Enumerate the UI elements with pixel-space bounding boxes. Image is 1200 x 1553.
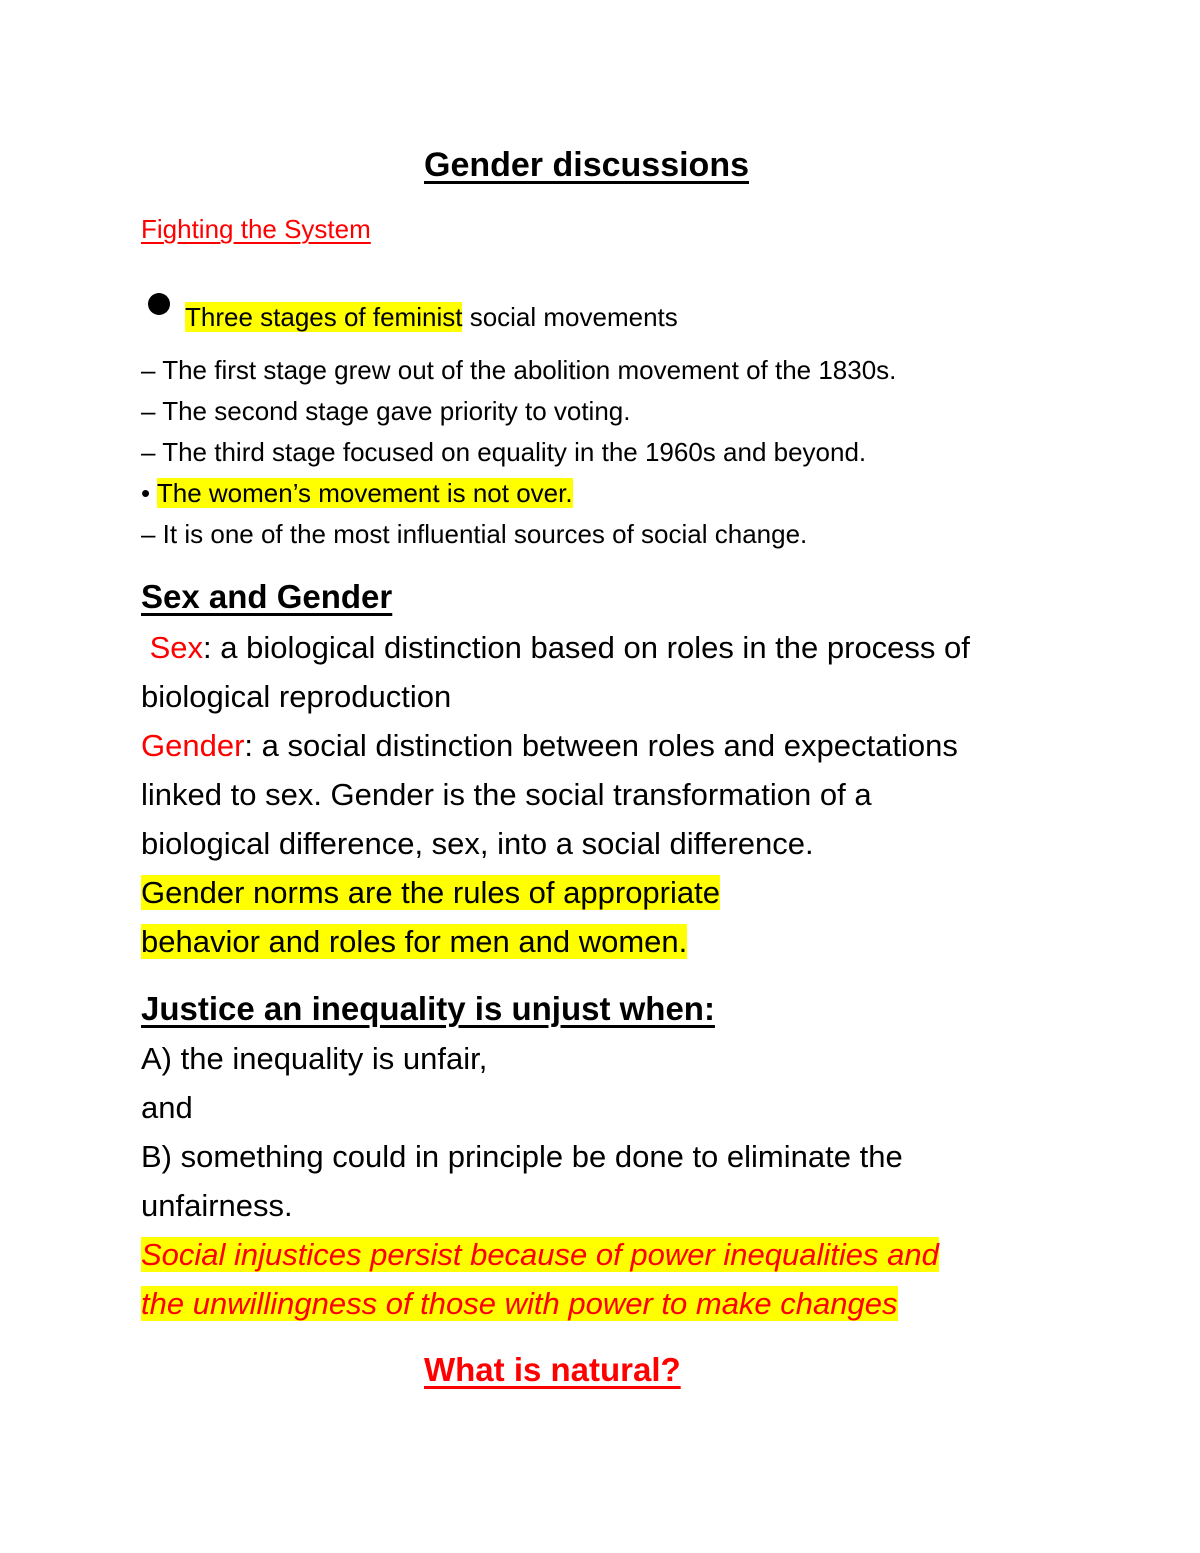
stage-line-1: – The first stage grew out of the abolition movement of the 1830s. (141, 355, 897, 385)
gender-definition-line-1 (141, 728, 958, 764)
gender-norms-2: behavior and roles for men and women. (141, 924, 688, 959)
gender-definition-line-3: biological difference, sex, into a social difference. (141, 826, 814, 861)
sex-definition-line-2: biological reproduction (141, 679, 452, 714)
stages-bullet-highlight: Three stages of feminist (185, 302, 463, 332)
movement-bullet-prefix: • (141, 478, 157, 508)
sex-definition-line-1 (141, 630, 970, 666)
persist-line-2 (141, 1286, 898, 1322)
document-title (424, 146, 749, 185)
sex-gender-heading (141, 578, 392, 616)
stage-closing-line: – It is one of the most influential sources of social change. (141, 519, 808, 549)
sex-gender-heading-text: Sex and Gender (141, 578, 393, 615)
what-is-natural-text: What is natural? (424, 1351, 681, 1388)
persist-2: the unwillingness of those with power to make changes (141, 1286, 898, 1321)
persist-line-1 (141, 1237, 939, 1273)
what-is-natural-heading (424, 1351, 681, 1389)
document-title-text: Gender discussions (424, 146, 749, 184)
section-fighting-the-system-text: Fighting the System (141, 214, 371, 244)
gender-norms-1: Gender norms are the rules of appropriate (141, 875, 720, 910)
gender-definition-line-2: linked to sex. Gender is the social transformation of a (141, 777, 872, 812)
bullet-dot-icon (148, 293, 170, 315)
justice-heading (141, 990, 715, 1028)
sex-def-1: : a biological distinction based on roles in the process of (203, 630, 970, 665)
movement-bullet-highlight: The women’s movement is not over. (156, 478, 573, 508)
gender-def-1: : a social distinction between roles and expectations (244, 728, 958, 763)
stages-bullet-rest: social movements (462, 302, 678, 332)
justice-and: and (141, 1090, 193, 1125)
justice-condition-b-line-1: B) something could in principle be done to eliminate the (141, 1139, 903, 1174)
gender-norms-line-2 (141, 924, 687, 960)
persist-1: Social injustices persist because of power inequalities and (141, 1237, 939, 1272)
justice-heading-text: Justice an inequality is unjust when: (141, 990, 715, 1027)
movement-bullet (141, 478, 573, 509)
stages-bullet (185, 302, 678, 333)
sex-term: Sex (149, 630, 204, 665)
stage-line-2: – The second stage gave priority to voting. (141, 396, 631, 426)
gender-term: Gender (141, 728, 245, 763)
gender-norms-line-1 (141, 875, 720, 911)
justice-condition-a: A) the inequality is unfair, (141, 1041, 488, 1076)
justice-condition-b-line-2: unfairness. (141, 1188, 293, 1223)
stage-line-3: – The third stage focused on equality in the 1960s and beyond. (141, 437, 867, 467)
section-fighting-the-system (141, 214, 371, 245)
